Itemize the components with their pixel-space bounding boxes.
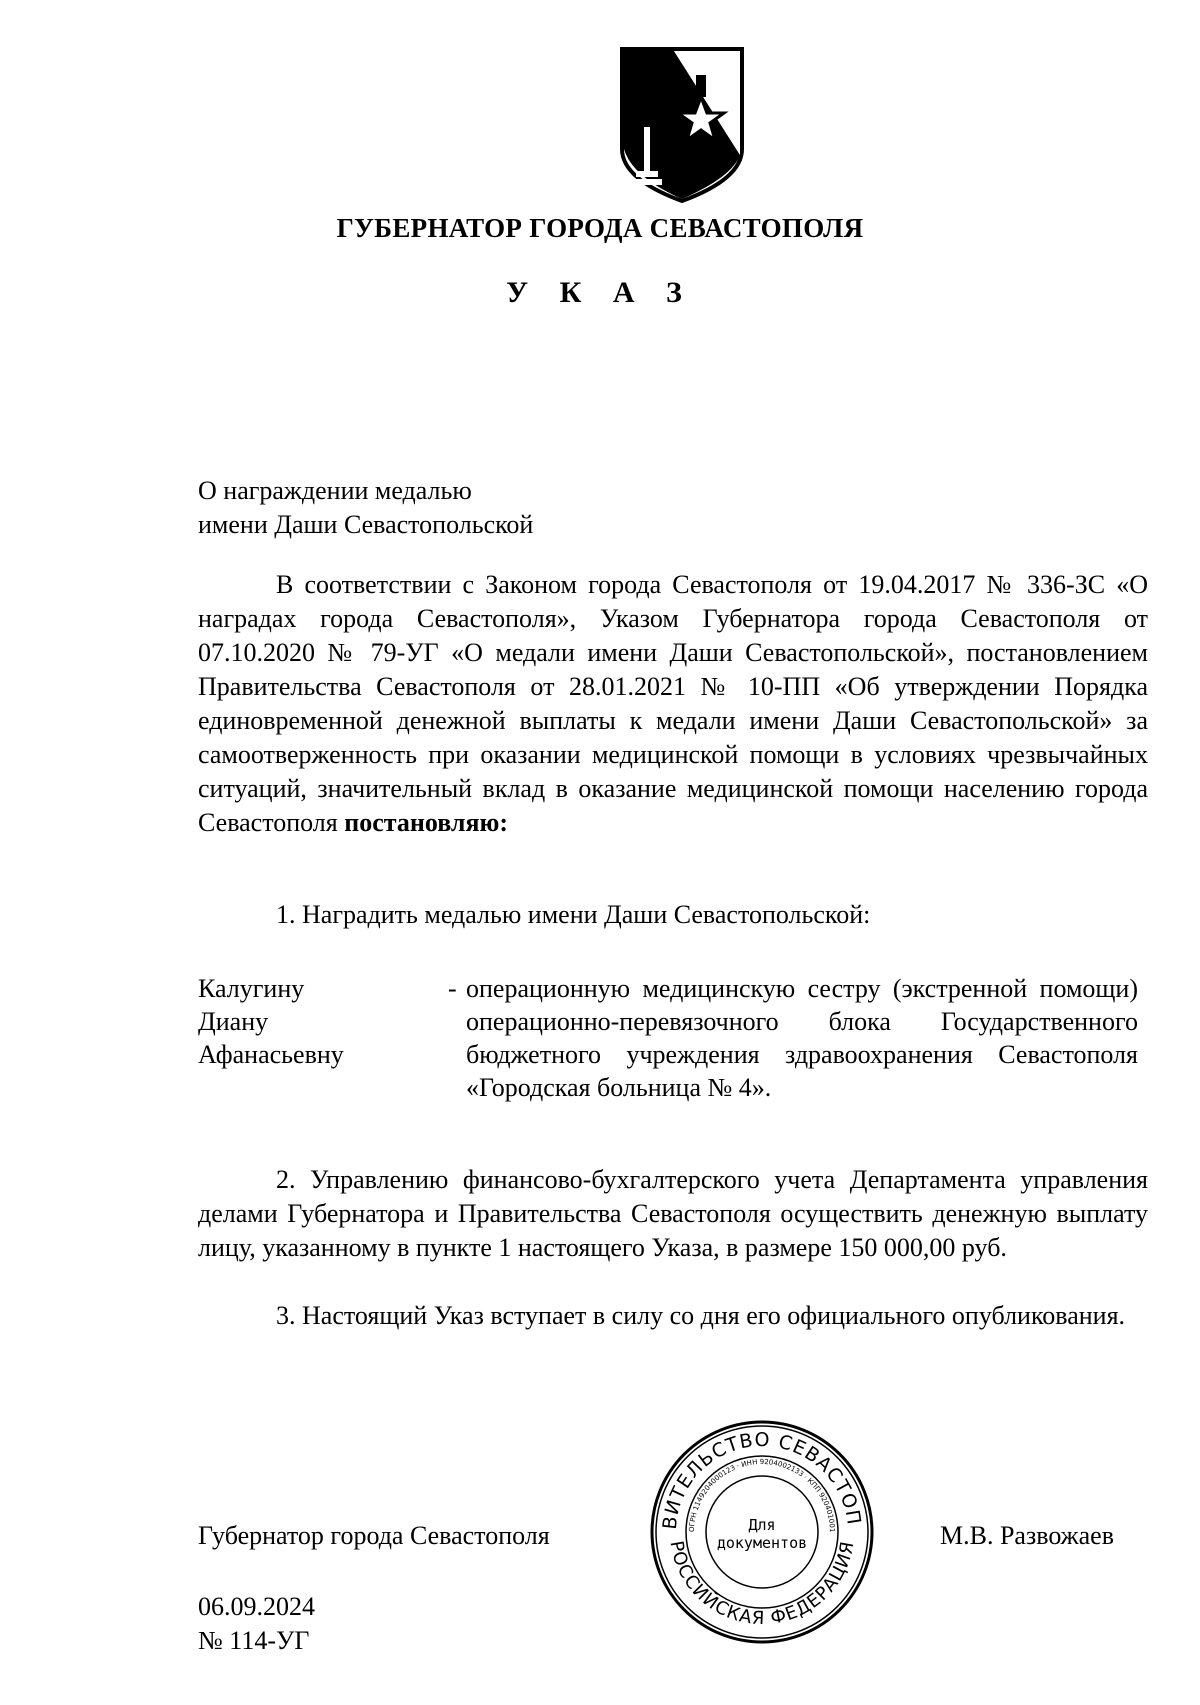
- seal-center-line-2: документов: [716, 1534, 808, 1552]
- seal-center-line-1: Для: [748, 1516, 776, 1534]
- subject-line-1: О награждении медалью: [198, 476, 472, 505]
- item-2-paragraph: [198, 1163, 1148, 1265]
- item-1-text: 1. Наградить медалью имени Даши Севастопольской:: [276, 900, 871, 929]
- item-3-text: 3. Настоящий Указ вступает в силу со дня его официального опубликования.: [276, 1301, 1126, 1330]
- item-2-text: 2. Управлению финансово-бухгалтерского учета Департамента управления делами Губернатора и Правительства Севастополя осуществить денежную выплату лицу, указанному в пункте 1 настоящего Указа, в размере 150 000,00 руб.: [198, 1165, 1148, 1262]
- signatory-name: М.В. Развожаев: [940, 1521, 1115, 1550]
- awardee-name: [198, 972, 344, 1071]
- seal-center: [648, 1418, 876, 1646]
- issuing-authority: ГУБЕРНАТОР ГОРОДА СЕВАСТОПОЛЯ: [336, 213, 864, 243]
- document-date: 06.09.2024: [198, 1592, 315, 1621]
- preamble-text: В соответствии с Законом города Севастополя от 19.04.2017 № 336-ЗС «О наградах города Севастополя», Указом Губернатора города Севастополя от 07.10.2020 № 79-УГ «О медали имени Даши Севастопольской», постановлением Правительства Севастополя от 28.01.2021 № 10-ПП «Об утверждении Порядка единовременной денежной выплаты к медали имени Даши Севастопольской» за самоотверженность при оказании медицинской помощи в условиях чрезвычайных ситуаций, значительный вклад в оказание медицинской помощи населению города Севастополя: [198, 570, 1148, 837]
- subject-line-2: имени Даши Севастопольской: [198, 510, 534, 539]
- decree-word: постановляю:: [344, 808, 509, 837]
- awardee-surname: Калугину: [198, 974, 305, 1003]
- document-type-title: У К А З: [506, 276, 694, 309]
- awardee-patronymic: Афанасьевну: [198, 1040, 344, 1069]
- awardee-dash: -: [448, 974, 457, 1003]
- awardee-position: операционную медицинскую сестру (экстренной помощи) операционно-перевязочного блока Государственного бюджетного учреждения здравоохранения Севастополя «Городская больница № 4».: [466, 974, 1138, 1102]
- preamble-paragraph: [198, 568, 1148, 840]
- seal-outer-text: ВИТЕЛЬСТВО СЕВАСТОП: [658, 1428, 865, 1531]
- seal-inner-text: ОГРН 1149204000123 · ИНН 9204002133 · КПП 920401001: [687, 1457, 837, 1533]
- document-number: № 114-УГ: [198, 1626, 310, 1655]
- signatory-title: Губернатор города Севастополя: [198, 1521, 550, 1550]
- seal-bottom-text: РОССИЙСКАЯ ФЕДЕРАЦИЯ: [665, 1539, 859, 1630]
- item-3-paragraph: [198, 1299, 1148, 1333]
- official-seal-stamp: [648, 1418, 876, 1646]
- awardee-first-name: Диану: [198, 1007, 269, 1036]
- sevastopol-coat-of-arms-emblem: [618, 45, 746, 205]
- decree-subject: [198, 474, 533, 542]
